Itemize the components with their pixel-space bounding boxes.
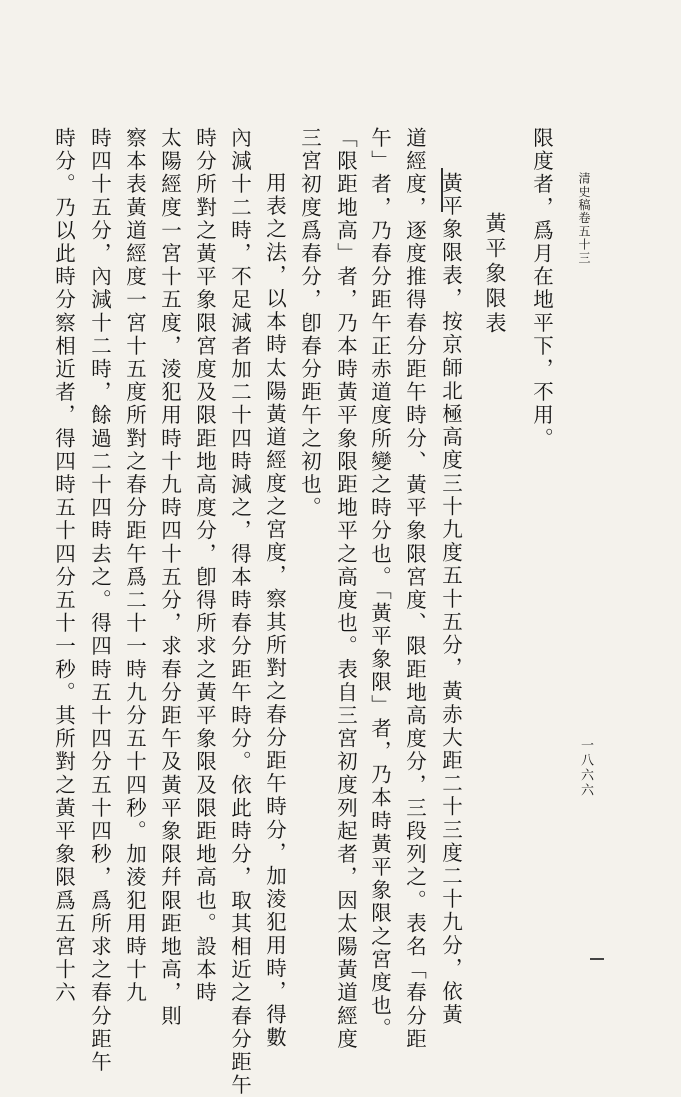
edge-mark <box>590 958 604 960</box>
text-column-4: 午」者，乃春分距午正赤道度所變之時分也。「黃平象限」者，乃本時黃平象限之宮度也。 <box>367 127 392 1041</box>
text-column-3: 道經度，逐度推得春分距午時分、黃平象限宮度、限距地高度分，三段列之。表名「春分距 <box>402 127 427 1051</box>
text-column-8: 內減十二時，不足減者加二十四時減之，得本時春分距午時分。依此時分，取其相近之春分距午 <box>227 127 252 1097</box>
running-title: 清史稿卷五十三 <box>577 172 591 265</box>
text-column-1: 限度者，爲月在地平下，不用。 <box>529 127 554 451</box>
text-column-5: 「限距地高」者，乃本時黃平象限距地平之高度也。表自三宮初度列起者，因太陽黃道經度 <box>333 127 358 1051</box>
text-column-12: 時四十五分，內減十二時，餘過二十四時去之。得四時五十四分五十四秒，爲所求之春分距午 <box>87 127 112 1075</box>
text-column-7: 用表之法，以本時太陽黃道經度之宮度，察其所對之春分距午時分，加淩犯用時，得數 <box>262 172 287 1050</box>
text-column-9: 時分所對之黃平象限宮度及限距地高度分，卽得所求之黃平象限及限距地高也。設本時 <box>192 127 217 1005</box>
page-number: 一八六六 <box>578 738 593 798</box>
text-column-6: 三宮初度爲春分，卽春分距午之初也。 <box>297 127 322 520</box>
text-column-13: 時分。乃以此時分察相近者，得四時五十四分五十一秒。其所對之黃平象限爲五宮十六 <box>51 127 76 1005</box>
text-column-10: 太陽經度一宮十五度，淩犯用時十九時四十五分，求春分距午及黃平象限幷限距地高，則 <box>157 127 182 1028</box>
text-column-2: 黃平象限表，按京師北極高度三十九度五十五分，黃赤大距二十三度二十九分，依黃 <box>438 172 463 1027</box>
text-column-11: 察本表黃道經度一宮十五度所對之春分距午爲二十一時九分五十四秒。加淩犯用時十九 <box>122 127 147 1005</box>
section-title: 黃平象限表 <box>483 212 507 337</box>
